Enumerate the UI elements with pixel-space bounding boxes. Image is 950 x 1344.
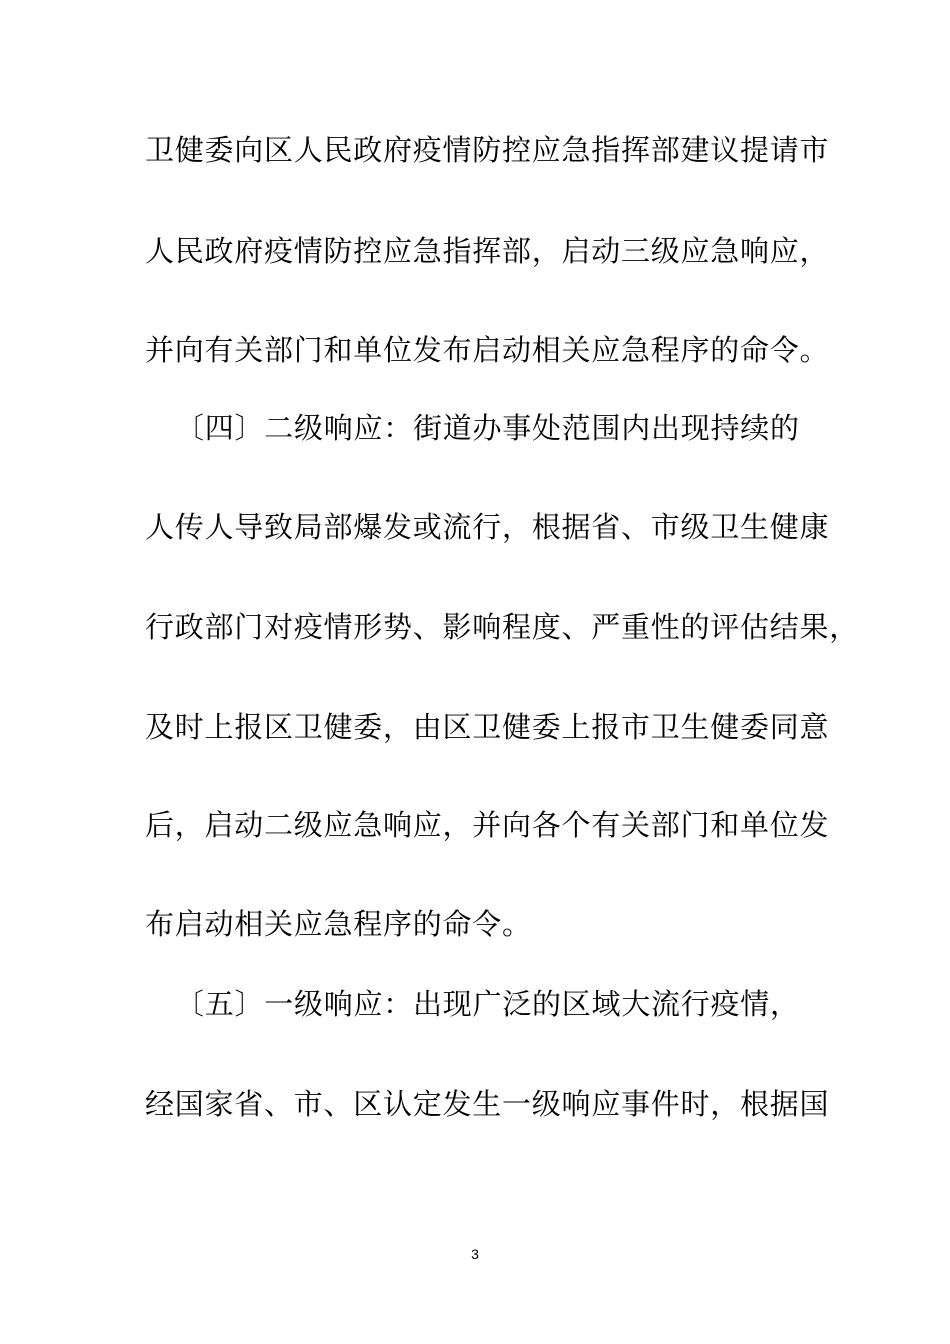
- body-line-1: 卫健委向区人民政府疫情防控应急指挥部建议提请市: [145, 133, 830, 167]
- body-line-7: 及时上报区卫健委，由区卫健委上报市卫生健委同意: [145, 710, 830, 744]
- body-line-9: 布启动相关应急程序的命令。: [145, 907, 532, 941]
- page-number: 3: [471, 1246, 479, 1262]
- body-line-6: 行政部门对疫情形势、影响程度、严重性的评估结果，: [145, 610, 860, 644]
- body-line-5: 人传人导致局部爆发或流行，根据省、市级卫生健康: [145, 510, 830, 544]
- body-line-10: 〔五〕一级响应：出现广泛的区域大流行疫情，: [175, 987, 800, 1021]
- body-line-8: 后，启动二级应急响应，并向各个有关部门和单位发: [145, 808, 830, 842]
- body-line-2: 人民政府疫情防控应急指挥部，启动三级应急响应，: [145, 234, 830, 268]
- body-line-11: 经国家省、市、区认定发生一级响应事件时，根据国: [145, 1087, 830, 1121]
- body-line-4: 〔四〕二级响应：街道办事处范围内出现持续的: [175, 411, 800, 445]
- body-line-3: 并向有关部门和单位发布启动相关应急程序的命令。: [145, 333, 830, 367]
